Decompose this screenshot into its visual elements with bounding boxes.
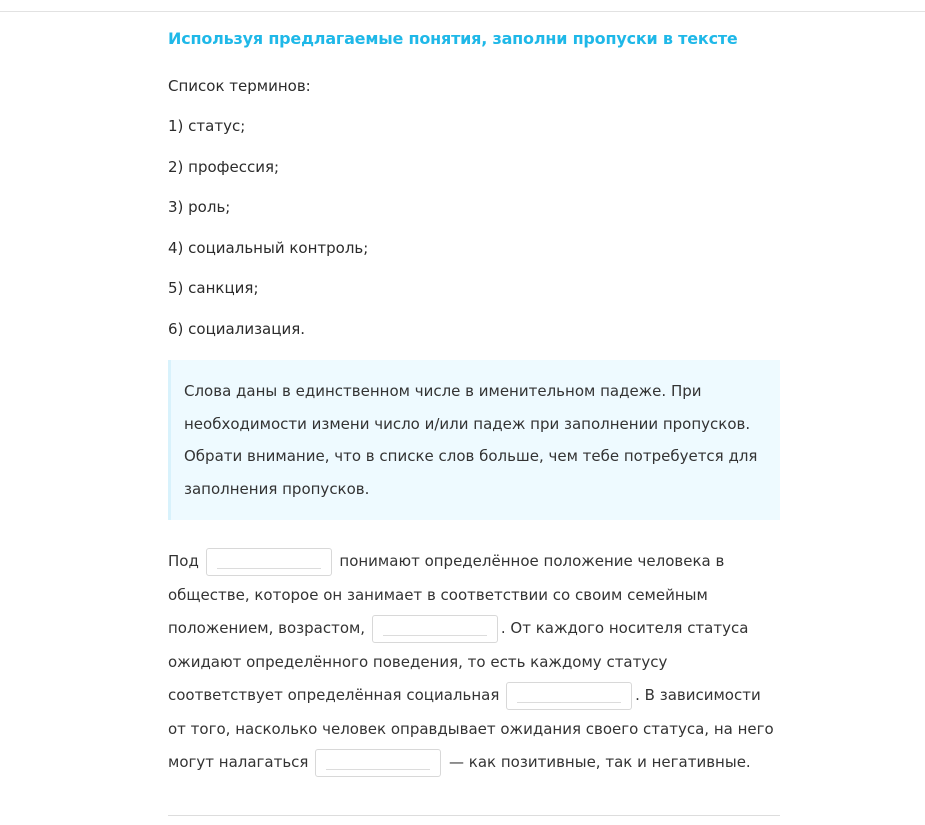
task-title: Используя предлагаемые понятия, заполни пропуски в тексте [168,29,738,48]
instruction-note [168,360,780,520]
passage-text: — как позитивные, так и негативные. [449,753,751,771]
passage-text: . В зависимости от того, насколько человек оправдывает ожидания своего статуса, на него могут налагаться [168,686,774,771]
blank-underline [517,702,621,703]
term-item-4: 4) социальный контроль; [168,239,369,257]
top-divider [0,11,925,12]
passage-text: Под [168,552,199,570]
term-item-3: 3) роль; [168,198,231,216]
passage-text: понимают определённое положение человека в обществе, которое он занимает в соответствии со своим семейным положением, возрастом, [168,552,725,637]
blank-underline [383,635,487,636]
blank-underline [217,568,321,569]
blank-input-2[interactable] [372,615,498,643]
blank-input-3[interactable] [506,682,632,710]
term-item-5: 5) санкция; [168,279,259,297]
term-item-1: 1) статус; [168,117,246,135]
term-item-2: 2) профессия; [168,158,280,176]
bottom-divider [168,815,780,816]
instruction-note-text: Слова даны в единственном числе в именительном падеже. При необходимости измени число и/или падеж при заполнении пропусков. Обрати внимание, что в списке слов больше, чем тебе потребуется для заполнения пропусков. [184,382,758,498]
terms-heading: Список терминов: [168,77,311,95]
blank-input-4[interactable] [315,749,441,777]
term-item-6: 6) социализация. [168,320,305,338]
fill-in-passage [168,545,780,780]
passage-text: . От каждого носителя статуса ожидают определённого поведения, то есть каждому статусу соответствует определённая социальная [168,619,749,704]
blank-input-1[interactable] [206,548,332,576]
blank-underline [326,769,430,770]
